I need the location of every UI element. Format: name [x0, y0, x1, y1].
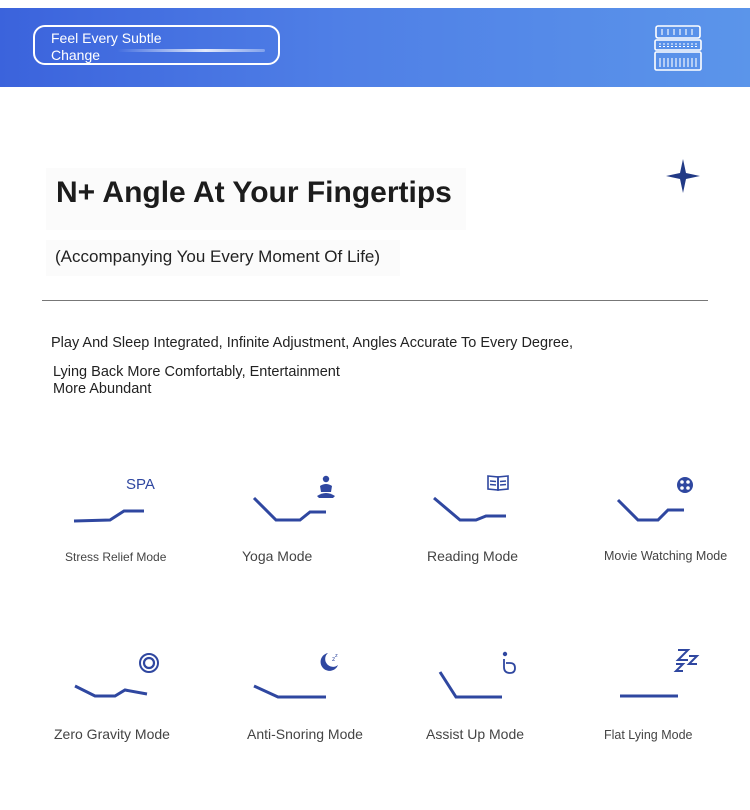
- mode-label: Yoga Mode: [242, 548, 313, 564]
- mode-label: Stress Relief Mode: [65, 550, 167, 564]
- mode-anti-snoring: [240, 650, 380, 750]
- yoga-bed-curve: [240, 470, 360, 530]
- page-title: N+ Angle At Your Fingertips: [56, 176, 452, 209]
- light-streak: [117, 49, 265, 52]
- mode-zero-gravity: [50, 650, 190, 750]
- assist-up-bed-curve: [420, 650, 540, 710]
- mode-label: Zero Gravity Mode: [54, 726, 170, 742]
- sparkle-star-icon: [664, 157, 702, 195]
- person-rising-icon: [503, 652, 515, 673]
- movie-bed-curve: [600, 470, 720, 530]
- open-book-icon: [488, 476, 508, 490]
- flat-lying-bed-curve: [600, 650, 720, 710]
- mode-label: Assist Up Mode: [426, 726, 525, 742]
- tagline-pill: [33, 25, 280, 65]
- top-banner: [0, 8, 750, 87]
- mode-movie-watching: [600, 470, 740, 570]
- anti-snoring-bed-curve: [240, 650, 360, 710]
- moon-icon: [321, 653, 338, 671]
- mode-label: Anti-Snoring Mode: [247, 726, 363, 742]
- section-divider: [42, 300, 708, 301]
- mode-label: Flat Lying Mode: [604, 728, 693, 742]
- description-line-2: Lying Back More Comfortably, Entertainment: [53, 364, 340, 380]
- mode-yoga: [240, 470, 370, 570]
- mattress-icon: [652, 24, 704, 74]
- mode-reading: [420, 470, 550, 570]
- description-line-3: More Abundant: [53, 381, 152, 397]
- spa-text-icon: SPA: [126, 476, 155, 493]
- mode-label: Movie Watching Mode: [604, 549, 728, 563]
- mode-assist-up: [420, 650, 560, 750]
- zzz-sleep-icon: [676, 650, 697, 671]
- reading-bed-curve: [420, 470, 540, 530]
- mode-flat-lying: [600, 650, 740, 750]
- tagline-text: Feel Every Subtle Change: [51, 30, 162, 63]
- stress-relief-bed-curve: [60, 470, 180, 530]
- description-line-1: Play And Sleep Integrated, Infinite Adjustment, Angles Accurate To Every Degree,: [51, 335, 574, 351]
- film-reel-icon: [677, 477, 693, 493]
- mode-stress-relief: [60, 470, 190, 570]
- page-subtitle: (Accompanying You Every Moment Of Life): [55, 247, 381, 266]
- meditation-icon: [317, 476, 335, 498]
- zero-gravity-ring-icon: [140, 654, 158, 672]
- mode-label: Reading Mode: [427, 548, 519, 564]
- svg-text:z: z: [332, 656, 336, 663]
- zero-gravity-bed-curve: [50, 650, 170, 710]
- svg-text:z: z: [335, 653, 338, 659]
